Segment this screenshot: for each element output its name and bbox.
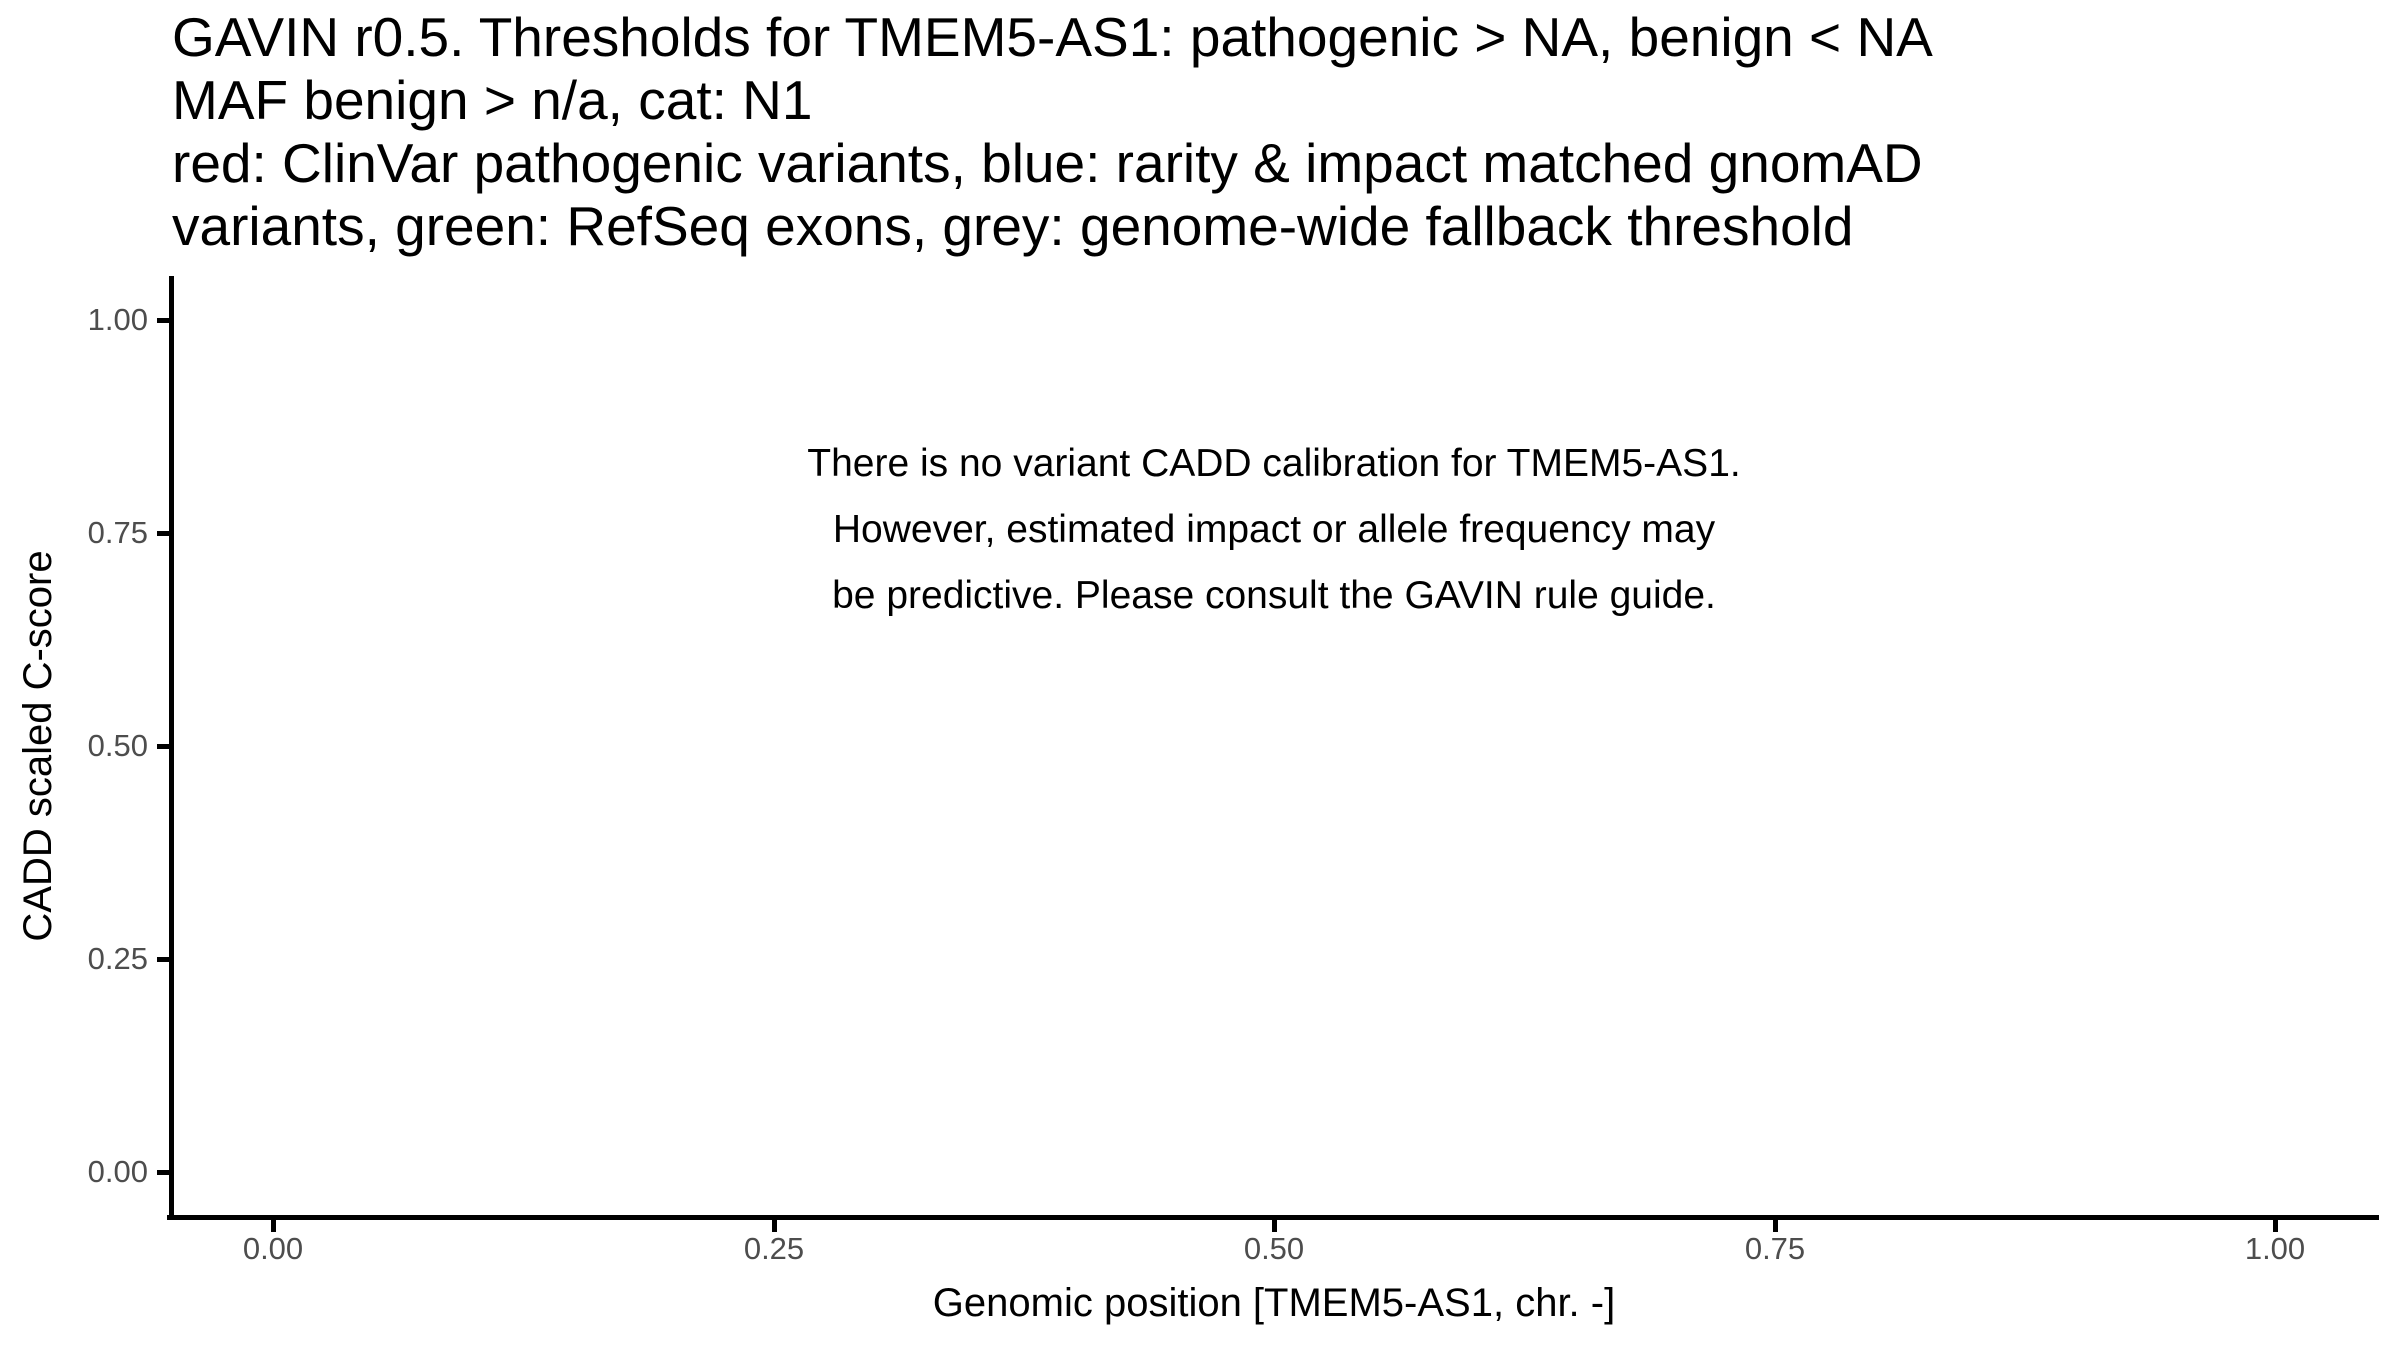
annotation-line-1: There is no variant CADD calibration for TMEM5-AS1. bbox=[807, 442, 1741, 485]
y-tick-mark bbox=[157, 957, 169, 962]
annotation-line-2: However, estimated impact or allele frequency may bbox=[832, 508, 1716, 551]
x-tick-label: 1.00 bbox=[2244, 1231, 2306, 1266]
y-axis-line bbox=[169, 276, 174, 1220]
plot-title bbox=[172, 6, 1933, 258]
y-tick-mark bbox=[157, 744, 169, 749]
x-tick-label: 0.75 bbox=[1744, 1231, 1806, 1266]
plot-title-line-4: variants, green: RefSeq exons, grey: genome-wide fallback threshold bbox=[172, 195, 1854, 257]
y-tick-mark bbox=[157, 531, 169, 536]
y-tick-mark bbox=[157, 1170, 169, 1175]
x-tick-label: 0.00 bbox=[242, 1231, 304, 1266]
x-tick-label: 0.50 bbox=[1243, 1231, 1305, 1266]
annotation-line-3: be predictive. Please consult the GAVIN rule guide. bbox=[832, 574, 1716, 617]
y-tick-label: 0.00 bbox=[87, 1154, 148, 1189]
plot-title-line-2: MAF benign > n/a, cat: N1 bbox=[172, 69, 813, 131]
x-tick-label: 0.25 bbox=[743, 1231, 805, 1266]
y-tick-label: 0.25 bbox=[87, 941, 148, 976]
x-axis-title: Genomic position [TMEM5-AS1, chr. -] bbox=[932, 1281, 1616, 1325]
y-tick-mark bbox=[157, 318, 169, 323]
y-tick-label: 0.75 bbox=[87, 515, 148, 550]
y-tick-label: 1.00 bbox=[87, 302, 148, 337]
y-axis-title-text: CADD scaled C-score bbox=[16, 550, 60, 942]
plot-title-line-1: GAVIN r0.5. Thresholds for TMEM5-AS1: pathogenic > NA, benign < NA bbox=[172, 6, 1933, 68]
plot-title-line-3: red: ClinVar pathogenic variants, blue: rarity & impact matched gnomAD bbox=[172, 132, 1923, 194]
y-tick-label: 0.50 bbox=[87, 728, 148, 763]
no-calibration-annotation bbox=[173, 431, 2375, 629]
